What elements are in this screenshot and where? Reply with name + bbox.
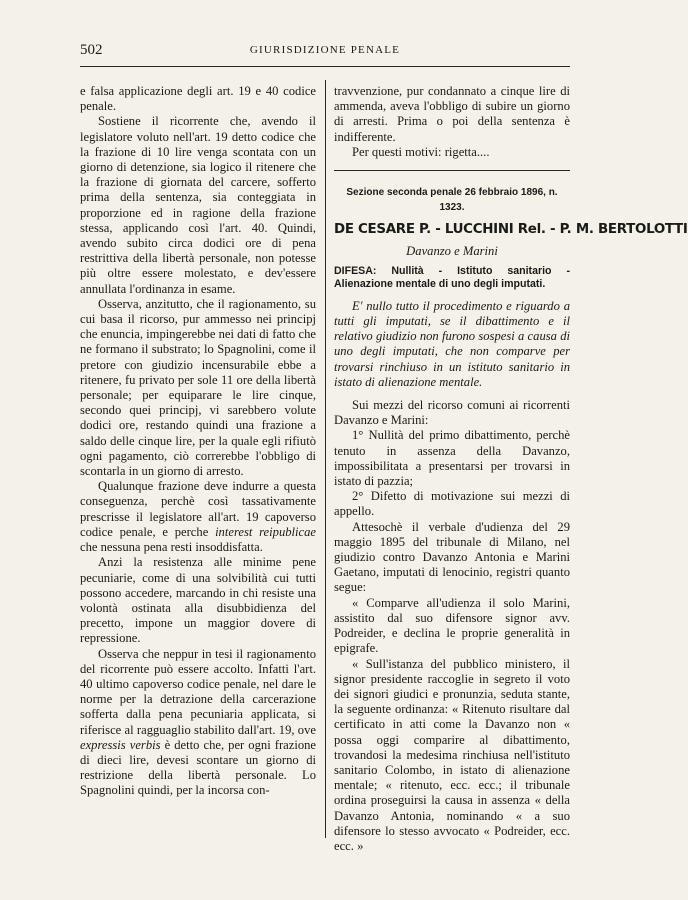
paragraph-6 (80, 647, 316, 799)
body-paragraph-4: Attesochè il verbale d'udienza del 29 maggio 1895 del tribunale di Milano, nel giudizio contro Davanzo Antonia e Marini Gaetano, imputati di lenocinio, registri quanto segue: (334, 519, 570, 595)
section-line: Sezione seconda penale 26 febbraio 1896, n. 1323. (346, 187, 558, 214)
paragraph-4 (80, 479, 316, 555)
left-column (80, 84, 316, 799)
column-separator (325, 80, 326, 838)
header-rule (80, 66, 570, 67)
paragraph-2: Sostiene il ricorrente che, avendo il legislatore voluto nell'art. 19 detto codice che la frazione di 10 lire venga scontata con un giorno di detenzione, sia logico il ritenere che la frazione di giornata del carcere, sofferto prima della sentenza, sia conteggiata in proporzione ed in ragione della frazione stessa, applicando così l'art. 40. Quindi, avendo subito circa dodici ore di pena restrittiva della libertà personale, non potesse più oltre essere molestato, e dev'essere annullata l'ordinanza in esame. (80, 114, 316, 296)
verdict-prefix: Per questi motivi: (352, 144, 442, 159)
p6-text: Osserva che neppur in tesi il ragionamento del ricorrente può essere accolto. Infatti l'art. 40 ultimo capoverso codice penale, nel dare le norme per la detrazione della carcerazione sofferta dalla pena pecuniaria applicata, si riferisce al ragguaglio stabilito dall'art. 19, ove (80, 646, 316, 737)
body-paragraph-1: Sui mezzi del ricorso comuni ai ricorrenti Davanzo e Marini: (334, 398, 570, 428)
p4-end: che nessuna pena resti insoddisfatta. (80, 540, 263, 555)
latin-phrase: interest reipublicae (215, 524, 317, 539)
latin-phrase-2: expressis verbis (80, 737, 161, 752)
body-paragraph-3: 2° Difetto di motivazione sui mezzi di appello. (334, 489, 570, 519)
body-paragraph-2: 1° Nullità del primo dibattimento, perchè tenuto in assenza della Davanzo, impossibilitata a presentarsi per trovarsi in istato di pazzia; (334, 428, 570, 489)
body-paragraph-6: « Sull'istanza del pubblico ministero, il signor presidente raccoglie in segreto il voto dei signori giudici e pronunzia, seduta stante, la seguente ordinanza: « Ritenuto risultare dal certificato in atti come la Davanzo non « possa oggi comparire al dibattimento, trovandosi la medesima rinchiusa nell'istituto sanitario Colombo, in istato di alienazione mentale; « ritenuto, ecc. ecc.; il tribunale ordina proseguirsi la causa in assenza « della Davanzo Antonia, nominando « a suo difensore lo stesso avvocato « Podreider, ecc. ecc. » (334, 656, 570, 853)
running-title: GIURISDIZIONE PENALE (249, 44, 401, 56)
right-paragraph-1: travvenzione, pur condannato a cinque lire di ammenda, aveva l'obbligo di subire un giorno di arresti. Prima o poi della sentenza è indifferente. (334, 84, 570, 144)
paragraph-1: e falsa applicazione degli art. 19 e 40 codice penale. (80, 84, 316, 114)
judges-line: DE CESARE P. - LUCCHINI Rel. - P. M. BERTOLOTTI (334, 222, 688, 238)
paragraph-3: Osserva, anzitutto, che il ragionamento, su cui basa il ricorso, pur ammesso nei principj che enuncia, impingerebbe nei dati di fatto che ne formano il substrato; lo Spagnolini, come il pretore con giudizio incensurabile ebbe a ritenere, fu privato per sole 11 ore della libertà personale; per equiparare le lire cinque, secondo quei principj, vi sarebbero volute dodici ore, restando quindi una frazione a saldo delle cinque lire, per la quale egli rifiutò ogni pagamento, ciò correrebbe l'obbligo di scontarla in un giorno di arresto. (80, 296, 316, 479)
p6-end: è detto che, per ogni frazione di dieci lire, devesi scontare un giorno di restrizione della libertà personale. Lo Spagnolini quindi, per la incorsa con- (80, 737, 316, 798)
verdict-line (334, 145, 570, 160)
paragraph-5: Anzi la resistenza alle minime pene pecuniarie, come di una solvibilità cui tutti possono accedere, marcando in chi resiste una volontà ostinata alla disubbidienza del precetto, impone un maggior dovere di repressione. (80, 555, 316, 646)
verdict: rigetta.... (444, 144, 490, 159)
right-column (334, 84, 688, 854)
page-number: 502 (80, 42, 103, 58)
parties: Davanzo e Marini (406, 243, 498, 258)
body-paragraph-5: « Comparve all'udienza il solo Marini, assistito dal suo difensore signor avv. Podreider, e declina le proprie generalità in epigrafe. (334, 595, 570, 656)
p4-text: Qualunque frazione deve indurre a questa conseguenza, perchè così tassativamente prescrisse il legislatore all'art. 19 capoverso codice penale, e perche (80, 479, 316, 539)
difesa-heading: DIFESA: Nullità - Istituto sanitario - Alienazione mentale di uno degli imputati. (334, 264, 570, 290)
massima: E' nullo tutto il procedimento e riguardo a tutti gli imputati, se il dibattimento e il relativo giudizio non furono sospesi a causa di uno degli imputati, che non comparve per trovarsi rinchiuso in un istituto sanitario in istato di alienazione mentale. (334, 298, 570, 389)
page-header (80, 42, 570, 62)
section-divider (334, 170, 570, 171)
